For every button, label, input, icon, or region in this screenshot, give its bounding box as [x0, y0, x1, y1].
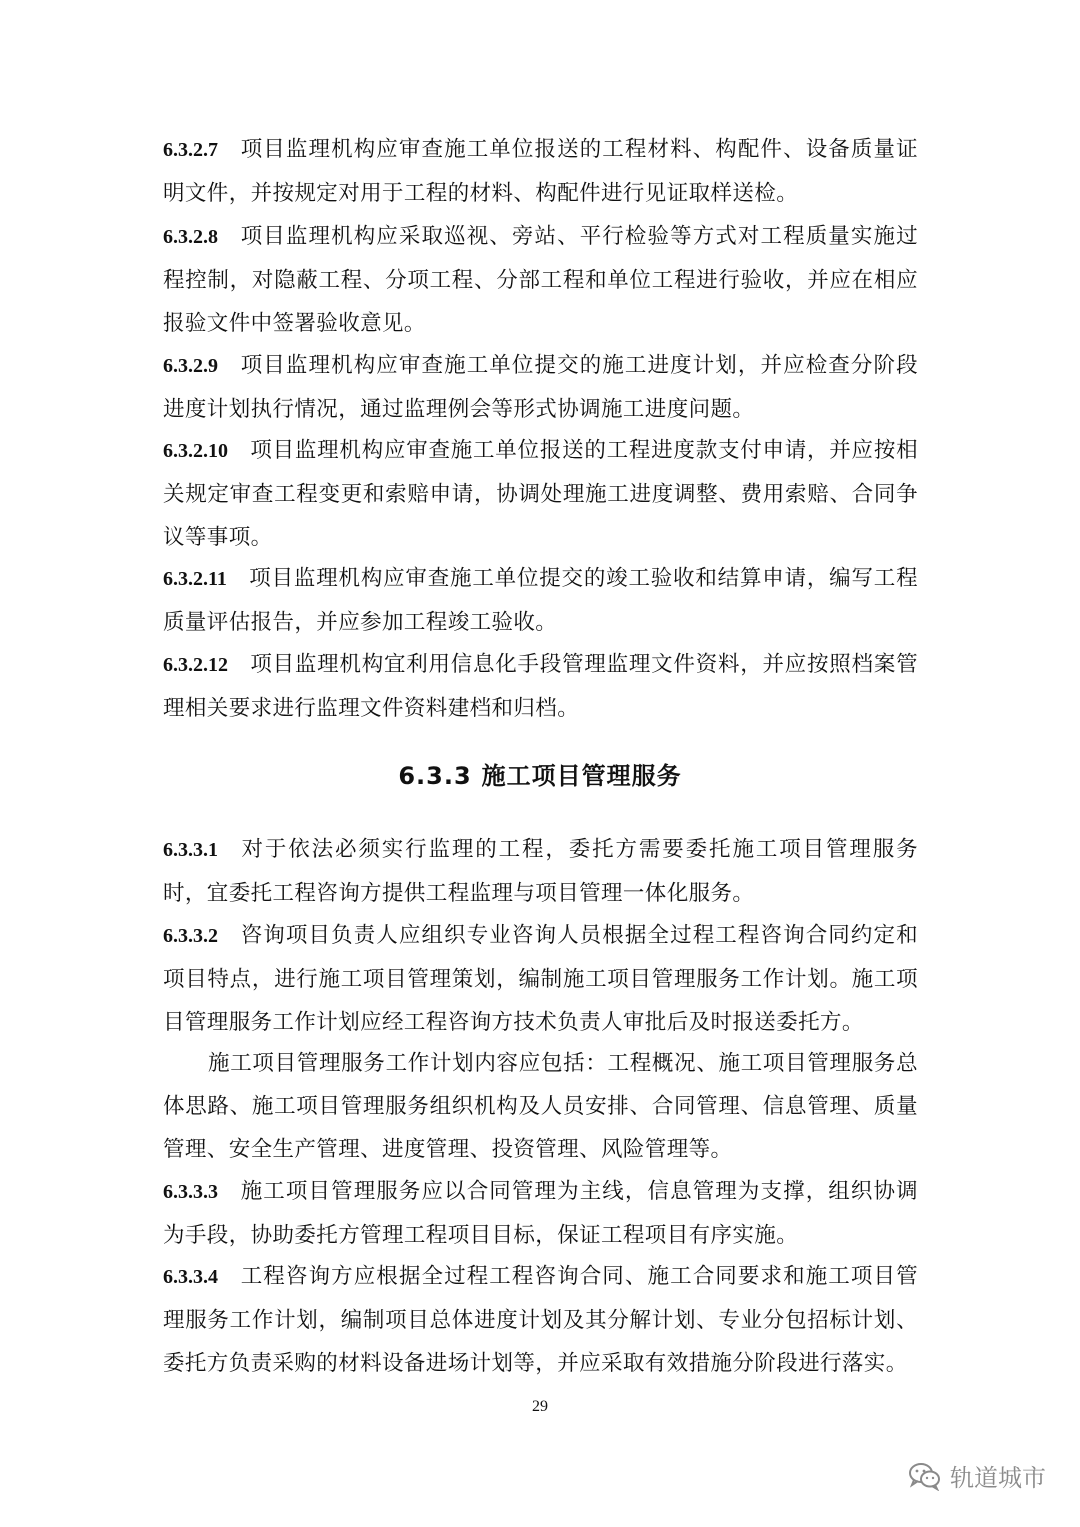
clause-text: 项目监理机构应审查施工单位提交的施工进度计划，并应检查分阶段进度计划执行情况，通过监理例会等形式协调施工进度问题。: [163, 353, 918, 422]
clause-number: 6.3.2.7: [163, 139, 218, 161]
clause-6-3-2-12: [163, 643, 918, 730]
plan-content-paragraph: [163, 1042, 918, 1171]
clause-6-3-3-2: [163, 914, 918, 1044]
clause-6-3-3-4: [163, 1255, 918, 1385]
clause-number: 6.3.2.12: [163, 654, 228, 676]
clause-6-3-3-1: [163, 828, 918, 915]
clause-text: 项目监理机构应采取巡视、旁站、平行检验等方式对工程质量实施过程控制，对隐蔽工程、分项工程、分部工程和单位工程进行验收，并应在相应报验文件中签署验收意见。: [163, 224, 918, 336]
clause-number: 6.3.2.9: [163, 355, 218, 377]
clause-text: 项目监理机构应审查施工单位报送的工程进度款支付申请，并应按相关规定审查工程变更和索赔申请，协调处理施工进度调整、费用索赔、合同争议等事项。: [163, 438, 918, 550]
clause-number: 6.3.3.3: [163, 1181, 218, 1203]
clause-text: 工程咨询方应根据全过程工程咨询合同、施工合同要求和施工项目管理服务工作计划，编制项目总体进度计划及其分解计划、专业分包招标计划、委托方负责采购的材料设备进场计划等，并应采取有效措施分阶段进行落实。: [163, 1264, 918, 1376]
clause-6-3-2-9: [163, 344, 918, 431]
page-number: 29: [532, 1398, 548, 1415]
clause-number: 6.3.2.8: [163, 226, 218, 248]
clause-number: 6.3.2.10: [163, 440, 228, 462]
section-number: 6.3.3: [398, 762, 472, 790]
clause-number: 6.3.3.2: [163, 925, 218, 947]
clause-number: 6.3.3.4: [163, 1266, 218, 1288]
clause-number: 6.3.3.1: [163, 839, 218, 861]
clause-text: 咨询项目负责人应组织专业咨询人员根据全过程工程咨询合同约定和项目特点，进行施工项目管理策划，编制施工项目管理服务工作计划。施工项目管理服务工作计划应经工程咨询方技术负责人审批后及时报送委托方。: [163, 923, 918, 1035]
paragraph-text: 施工项目管理服务工作计划内容应包括：工程概况、施工项目管理服务总体思路、施工项目管理服务组织机构及人员安排、合同管理、信息管理、质量管理、安全生产管理、进度管理、投资管理、风险管理等。: [163, 1051, 918, 1162]
section-heading: [0, 756, 1080, 791]
watermark-text: 轨道城市: [950, 1464, 1046, 1492]
clause-6-3-2-11: [163, 557, 918, 644]
clause-6-3-3-3: [163, 1170, 918, 1257]
watermark: [908, 1458, 1046, 1493]
section-title: 施工项目管理服务: [481, 762, 682, 790]
clause-6-3-2-7: [163, 128, 918, 215]
wechat-icon: [908, 1461, 942, 1491]
clause-text: 项目监理机构应审查施工单位报送的工程材料、构配件、设备质量证明文件，并按规定对用于工程的材料、构配件进行见证取样送检。: [163, 137, 918, 206]
clause-text: 施工项目管理服务应以合同管理为主线，信息管理为支撑，组织协调为手段，协助委托方管理工程项目目标，保证工程项目有序实施。: [163, 1179, 918, 1248]
clause-number: 6.3.2.11: [163, 568, 227, 590]
clause-6-3-2-8: [163, 215, 918, 345]
clause-text: 项目监理机构宜利用信息化手段管理监理文件资料，并应按照档案管理相关要求进行监理文件资料建档和归档。: [163, 652, 918, 721]
clause-text: 对于依法必须实行监理的工程，委托方需要委托施工项目管理服务时，宜委托工程咨询方提供工程监理与项目管理一体化服务。: [163, 837, 918, 906]
clause-text: 项目监理机构应审查施工单位提交的竣工验收和结算申请，编写工程质量评估报告，并应参加工程竣工验收。: [163, 566, 918, 635]
clause-6-3-2-10: [163, 429, 918, 559]
